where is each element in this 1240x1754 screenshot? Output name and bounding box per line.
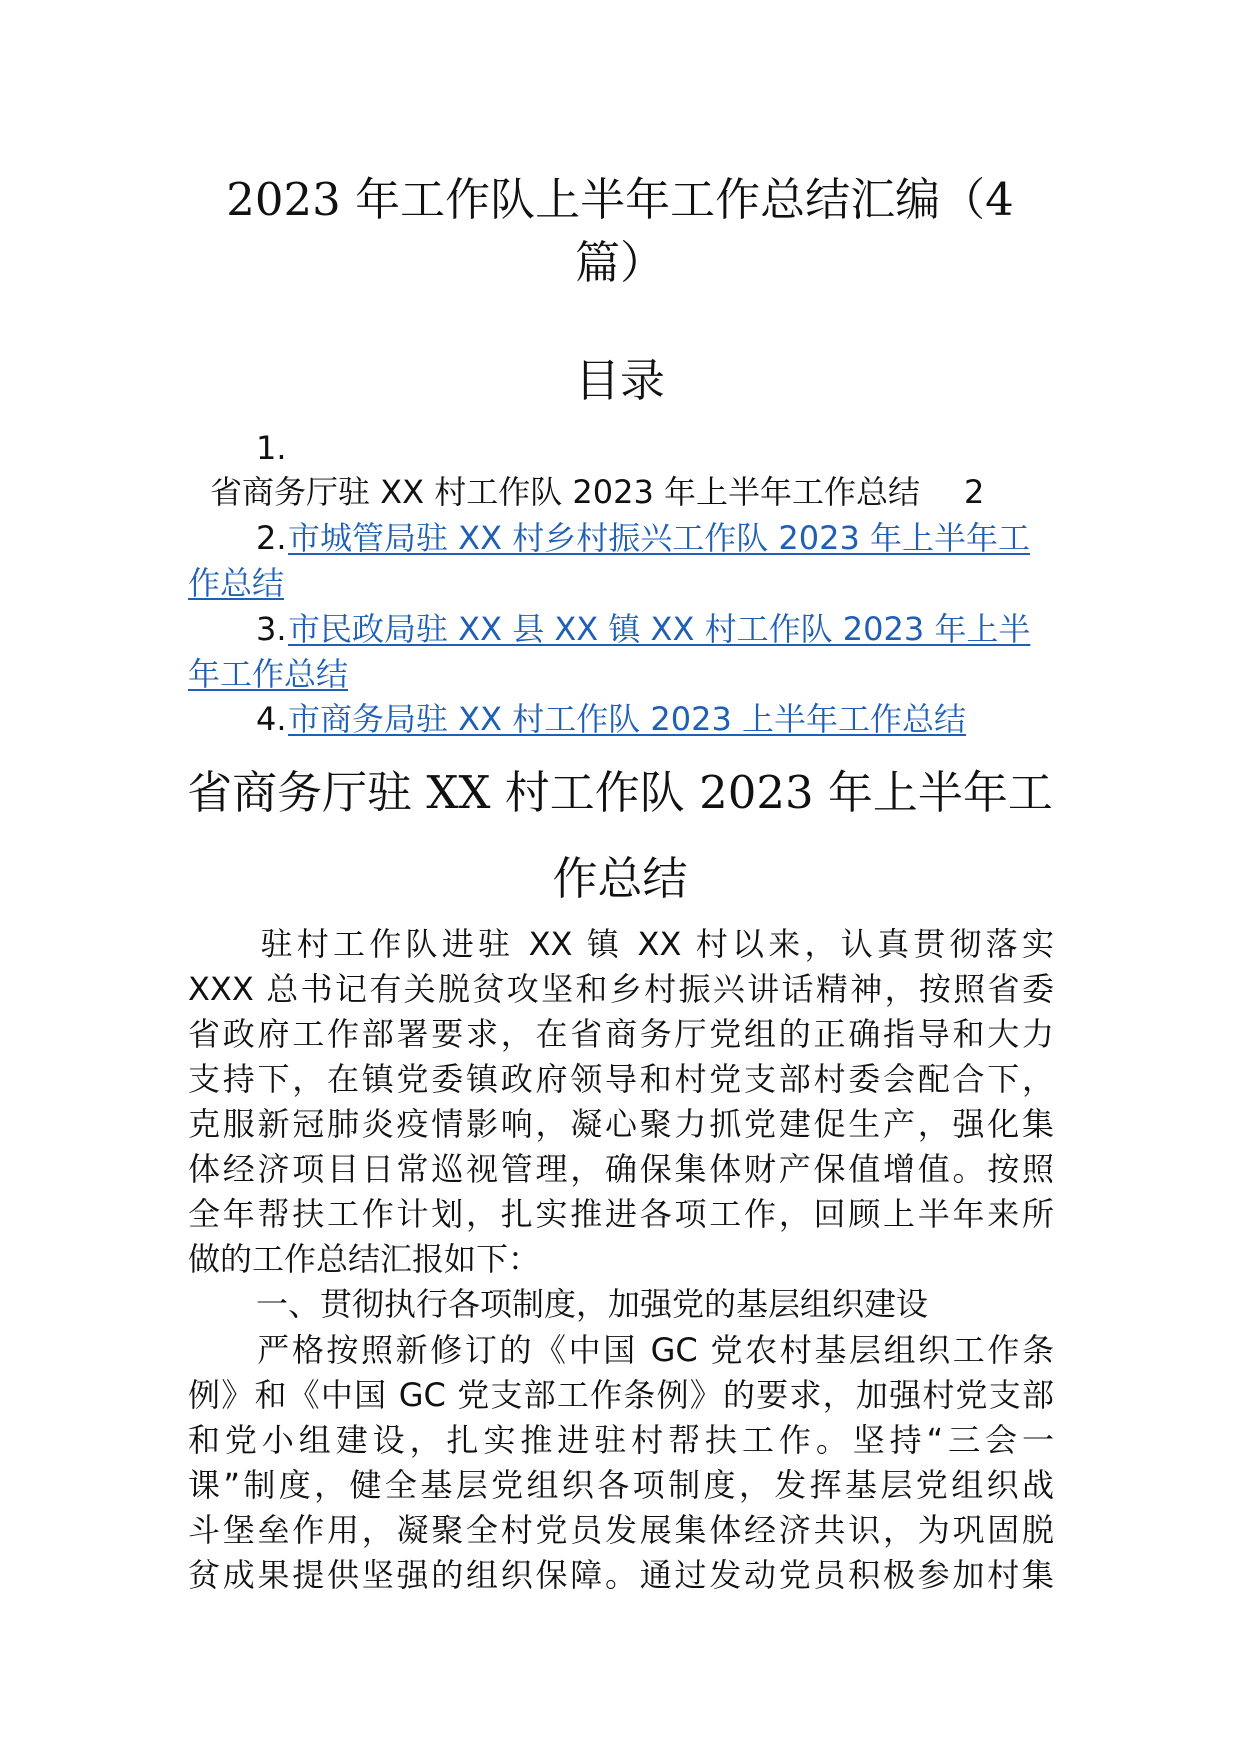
toc-item-1[interactable]	[210, 473, 985, 511]
paragraph-line: 斗堡垒作用，凝聚全村党员发展集体经济共识，为巩固脱	[188, 1511, 1054, 1549]
toc-item-3-link-line2[interactable]: 年工作总结	[188, 655, 349, 693]
paragraph-line: 和党小组建设，扎实推进驻村帮扶工作。坚持“三会一	[188, 1421, 1054, 1459]
toc-item-1-page: 2	[963, 473, 985, 511]
paragraph-line: 驻村工作队进驻 XX 镇 XX 村以来，认真贯彻落实	[188, 925, 1054, 963]
toc-item-4-link[interactable]: 市商务局驻 XX 村工作队 2023 上半年工作总结	[288, 700, 966, 738]
document-title-line1: 2023 年工作队上半年工作总结汇编（4	[226, 173, 1014, 226]
paragraph-line: 课”制度，健全基层党组织各项制度，发挥基层党组织战	[188, 1466, 1054, 1504]
paragraph-line: 贫成果提供坚强的组织保障。通过发动党员积极参加村集	[188, 1556, 1054, 1594]
section-heading-1: 一、贯彻执行各项制度，加强党的基层组织建设	[256, 1285, 929, 1323]
paragraph-line: 省政府工作部署要求，在省商务厅党组的正确指导和大力	[188, 1015, 1054, 1053]
toc-item-2-link-line1[interactable]: 市城管局驻 XX 村乡村振兴工作队 2023 年上半年工	[288, 519, 1030, 557]
paragraph-line: 全年帮扶工作计划，扎实推进各项工作，回顾上半年来所	[188, 1195, 1054, 1233]
paragraph-line: 做的工作总结汇报如下：	[188, 1240, 541, 1278]
document-title-line2: 篇）	[574, 236, 665, 289]
paragraph-line: XXX 总书记有关脱贫攻坚和乡村振兴讲话精神，按照省委	[188, 970, 1054, 1008]
toc-item-2-number: 2.	[256, 519, 287, 557]
paragraph-line: 支持下，在镇党委镇政府领导和村党支部村委会配合下，	[188, 1060, 1054, 1098]
toc-item-1-text: 省商务厅驻 XX 村工作队 2023 年上半年工作总结	[210, 473, 920, 511]
paragraph-line: 体经济项目日常巡视管理，确保集体财产保值增值。按照	[188, 1150, 1054, 1188]
section-title-line1: 省商务厅驻 XX 村工作队 2023 年上半年工	[187, 766, 1053, 819]
paragraph-line: 例》和《中国 GC 党支部工作条例》的要求，加强村党支部	[188, 1376, 1054, 1414]
toc-item-4-number: 4.	[256, 700, 287, 738]
paragraph-line: 严格按照新修订的《中国 GC 党农村基层组织工作条	[188, 1331, 1054, 1369]
paragraph-line: 克服新冠肺炎疫情影响，凝心聚力抓党建促生产，强化集	[188, 1105, 1054, 1143]
toc-item-1-number: 1.	[256, 429, 287, 467]
toc-item-2-link-line2[interactable]: 作总结	[188, 564, 285, 602]
toc-item-3-number: 3.	[256, 610, 287, 648]
section-title-line2: 作总结	[552, 852, 688, 905]
toc-item-3-link-line1[interactable]: 市民政局驻 XX 县 XX 镇 XX 村工作队 2023 年上半	[288, 610, 1031, 648]
toc-heading: 目录	[574, 354, 665, 407]
